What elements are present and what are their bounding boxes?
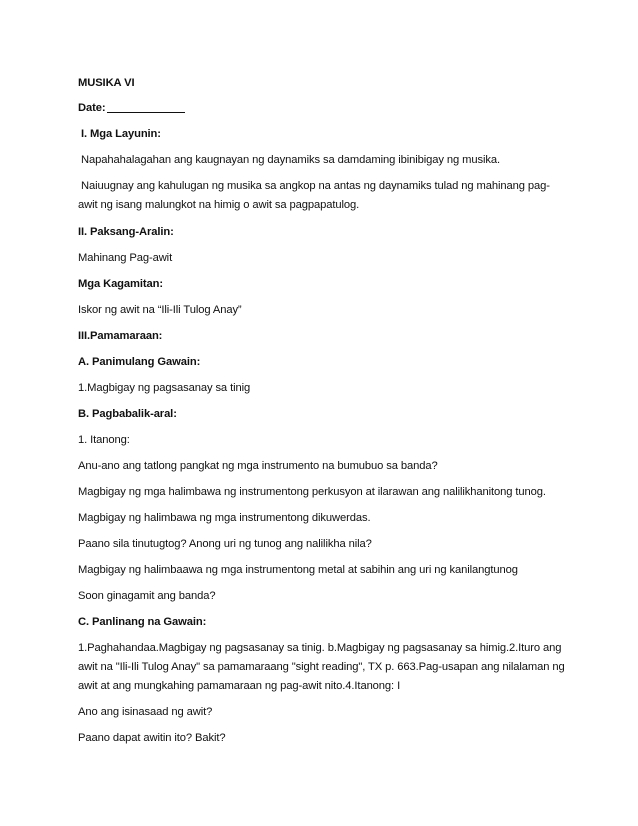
lesson-plan <box>78 74 568 748</box>
question-5: Magbigay ng halimbaawa ng mga instrumentong metal at sabihin ang uri ng kanilangtunog <box>78 564 518 576</box>
question-3: Magbigay ng halimbawa ng mga instrumentong dikuwerdas. <box>78 512 371 524</box>
materials: Iskor ng awit na “Ili-Ili Tulog Anay” <box>78 304 242 316</box>
final-question-2: Paano dapat awitin ito? Bakit? <box>78 732 226 744</box>
topic: Mahinang Pag-awit <box>78 252 173 264</box>
partB-title: B. Pagbabalik-aral: <box>78 408 177 420</box>
question-1: Anu-ano ang tatlong pangkat ng mga instrumento na bumubuo sa banda? <box>78 460 438 472</box>
objective-2-text: Naiuugnay ang kahulugan ng musika sa angkop na antas ng daynamiks tulad ng mahinang pag-awit ng isang malungkot na himig o awit sa pagpapatulog. <box>78 180 550 211</box>
materials-title: Mga Kagamitan: <box>78 278 164 290</box>
partB-item: 1. Itanong: <box>78 434 130 446</box>
objective-2 <box>78 177 568 215</box>
doc-title: MUSIKA VI <box>78 77 135 89</box>
partA-item: 1.Magbigay ng pagsasanay sa tinig <box>78 382 251 394</box>
question-6: Soon ginagamit ang banda? <box>78 590 216 602</box>
date-blank <box>107 100 185 113</box>
section1-title: I. Mga Layunin: <box>81 128 161 140</box>
date-line <box>78 99 568 118</box>
partC-title: C. Panlinang na Gawain: <box>78 616 207 628</box>
question-4: Paano sila tinutugtog? Anong uri ng tunog ang nalilikha nila? <box>78 538 372 550</box>
question-2: Magbigay ng mga halimbawa ng instrumentong perkusyon at ilarawan ang nalilikhanitong tunog. <box>78 486 546 498</box>
partC-text: 1.Paghahandaa.Magbigay ng pagsasanay sa tinig. b.Magbigay ng pagsasanay sa himig.2.Ituro ang awit na "Ili-Ili Tulog Anay" sa pamamaraang "sight reading", TX p. 663.Pag-usapan ang nilalaman ng awit at ang mungkahing pamamaraan ng pag-awit nito.4.Itanong: I <box>78 642 565 692</box>
objective-1: Napahahalagahan ang kaugnayan ng daynamiks sa damdaming ibinibigay ng musika. <box>81 154 500 166</box>
final-question-1: Ano ang isinasaad ng awit? <box>78 706 213 718</box>
section3-title: III.Pamamaraan: <box>78 330 163 342</box>
date-label: Date: <box>78 102 106 114</box>
partA-title: A. Panimulang Gawain: <box>78 356 201 368</box>
section2-title: II. Paksang-Aralin: <box>78 226 174 238</box>
